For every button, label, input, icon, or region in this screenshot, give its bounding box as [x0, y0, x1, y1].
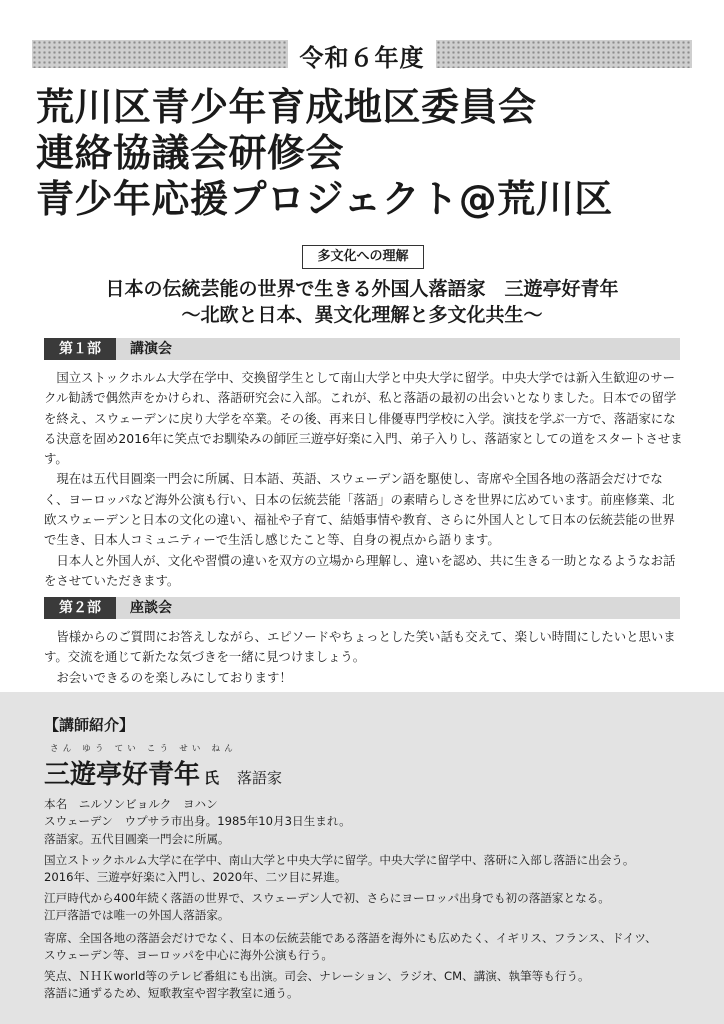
subtitle-line-2: 〜北欧と日本、異文化理解と多文化共生〜	[181, 304, 543, 326]
profile-line: 笑点、ＮＨＫworld等のテレビ番組にも出演。司会、ナレーション、ラジオ、CM、講演、執筆等も行う。	[44, 969, 590, 983]
fiscal-year-label: 令和６年度	[299, 44, 425, 72]
part1-tag: 第１部	[44, 338, 116, 360]
part1-body	[44, 368, 684, 591]
lecturer-role: 落語家	[237, 769, 283, 787]
part2-tag: 第２部	[44, 597, 116, 619]
part2-body	[44, 627, 684, 688]
profile-group-1	[44, 796, 694, 848]
profile-group-4	[44, 930, 694, 965]
title-line-3: 青少年応援プロジェクト@荒川区	[36, 177, 613, 221]
part2-paragraph-1: 皆様からのご質問にお答えしながら、エピソードやちょっとした笑い話も交えて、楽しい時間にしたいと思います。交流を通じて新たな気づきを一緒に見つけましょう。	[44, 629, 676, 665]
profile-group-5	[44, 968, 694, 1003]
part1-paragraph-2: 現在は五代目圓楽一門会に所属、日本語、英語、スウェーデン語を駆使し、寄席や全国各地の落語会だけでなく、ヨーロッパなど海外公演も行い、日本の伝統芸能「落語」の素晴らしさを世界に広めています。前座修業、北欧スウェーデンと日本の文化の違い、福祉や子育て、結婚事情や教育、さらに外国人として日本の伝統芸能の世界で生き、日本人コミュニティーで生活し感じたこと等、自身の視点から語ります。	[44, 471, 675, 548]
subtitle-line-1: 日本の伝統芸能の世界で生きる外国人落語家 三遊亭好青年	[105, 278, 619, 300]
lecturer-name-row	[44, 754, 282, 791]
lecturer-name-ruby: さん ゆう てい こう せい ねん	[50, 744, 237, 754]
theme-label: 多文化への理解	[302, 245, 424, 269]
year-banner	[32, 36, 692, 72]
profile-line: 本名 ニルソンビョルク ヨハン	[44, 797, 218, 811]
profile-line: 落語に通ずるため、短歌教室や習字教室に通う。	[44, 986, 299, 1001]
profile-line: スウェーデン ウプサラ市出身。1985年10月3日生まれ。	[44, 814, 351, 829]
profile-line: 落語家。五代目圓楽一門会に所属。	[44, 831, 230, 846]
lecturer-name: 三遊亭好青年	[44, 760, 201, 790]
dotted-pattern-right	[436, 40, 692, 68]
lecturer-honorific: 氏	[204, 769, 220, 787]
part1-paragraph-3: 日本人と外国人が、文化や習慣の違いを双方の立場から理解し、違いを認め、共に生きる一助となるようなお話をさせていただきます。	[44, 552, 676, 588]
dotted-pattern-left	[32, 40, 288, 68]
part1-header	[44, 338, 680, 360]
profile-line: 江戸落語では唯一の外国人落語家。	[44, 908, 230, 923]
profile-line: 寄席、全国各地の落語会だけでなく、日本の伝統芸能である落語を海外にも広めたく、イギリス、フランス、ドイツ、	[44, 931, 657, 945]
part1-name: 講演会	[130, 341, 172, 357]
profile-line: 2016年、三遊亭好楽に入門し、2020年、二ツ目に昇進。	[44, 870, 347, 885]
part2-header	[44, 597, 680, 619]
profile-line: 国立ストックホルム大学に在学中、南山大学と中央大学に留学。中央大学に留学中、落研に入部し落語に出会う。	[44, 853, 635, 867]
profile-line: 江戸時代から400年続く落語の世界で、スウェーデン人で初、さらにヨーロッパ出身でも初の落語家となる。	[44, 891, 610, 905]
main-title	[36, 84, 716, 222]
part1-paragraph-1: 国立ストックホルム大学在学中、交換留学生として南山大学と中央大学に留学。中央大学では新入生歓迎のサークル勧誘で偶然声をかけられ、落語研究会に入部。これが、私と落語の最初の出会いとなりました。日本での留学を終え、スウェーデンに戻り大学を卒業。その後、再来日し俳優専門学校に入学。演技を学ぶ一方で、落語家になる決意を固め2016年に笑点でお馴染みの師匠三遊亭好楽に入門、弟子入りし、落語家としての道をスタートさせます。	[44, 370, 683, 467]
title-line-2: 連絡協議会研修会	[36, 131, 345, 175]
part2-paragraph-2: お会いできるのを楽しみにしております！	[56, 669, 292, 685]
lecturer-heading: 【講師紹介】	[44, 716, 135, 734]
part2-name: 座談会	[130, 600, 172, 616]
profile-group-2	[44, 852, 694, 887]
profile-group-3	[44, 890, 694, 925]
title-line-1: 荒川区青少年育成地区委員会	[36, 85, 537, 129]
profile-line: スウェーデン等、ヨーロッパを中心に海外公演も行う。	[44, 948, 333, 963]
